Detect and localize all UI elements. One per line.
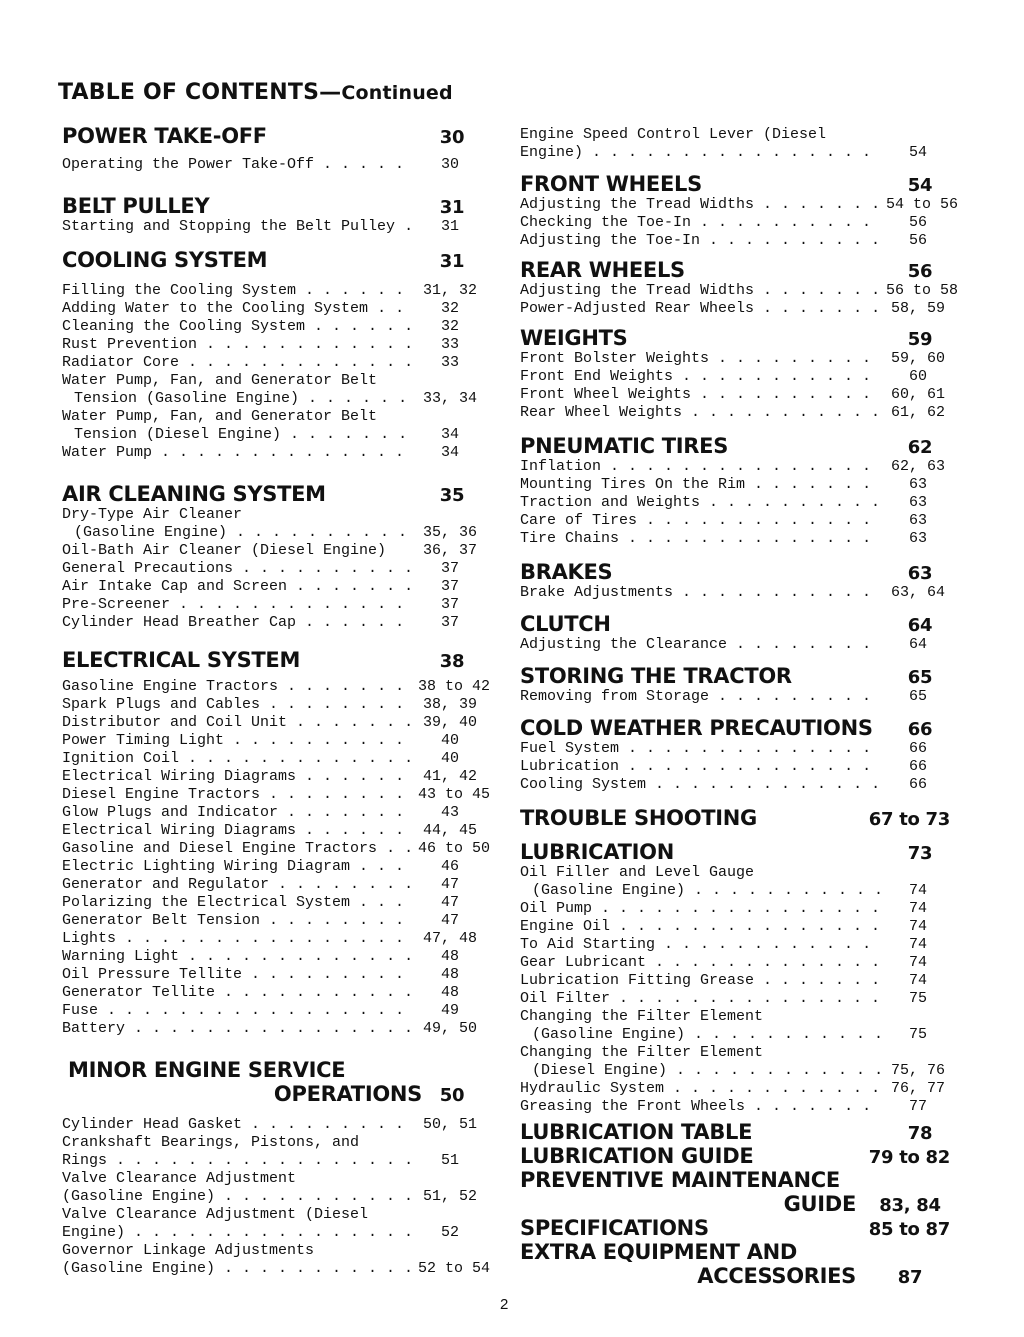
toc-entry: Valve Clearance Adjustment	[62, 1170, 297, 1187]
toc-entry: Radiator Core . . . 33	[62, 354, 482, 372]
toc-entry: Filling the Cooling System . . . 31, 32	[62, 282, 482, 300]
toc-entry: Water Pump, Fan, and Generator Belt	[62, 408, 378, 425]
toc-entry: Cylinder Head Gasket . . . 50, 51	[62, 1116, 482, 1134]
toc-entry: Gear Lubricant . . . 74	[520, 954, 950, 972]
toc-entry: Cooling System . . . 66	[520, 776, 950, 794]
toc-entry: Adjusting the Clearance . . . 64	[520, 636, 950, 654]
section-heading: PREVENTIVE MAINTENANCE	[520, 1168, 840, 1192]
section-heading: PNEUMATIC TIRES 62	[520, 434, 933, 458]
title-dash: —	[319, 80, 342, 105]
left-column	[62, 124, 491, 1278]
toc-entry: Lights . . . 47, 48	[62, 930, 482, 948]
toc-entry: Pre-Screener . . . 37	[62, 596, 482, 614]
title-continued: Continued	[341, 82, 453, 104]
toc-entry: Fuse . . . 49	[62, 1002, 482, 1020]
section-heading: STORING THE TRACTOR 65	[520, 664, 933, 688]
toc-entry: Starting and Stopping the Belt Pulley . . . 31	[62, 218, 482, 236]
toc-entry: Tension (Diesel Engine) . . . 34	[62, 426, 482, 444]
toc-entry: Glow Plugs and Indicator . . . 43	[62, 804, 482, 822]
section-heading: GUIDE 83, 84	[783, 1192, 941, 1216]
toc-entry: Adjusting the Toe-In . . . 56	[520, 232, 950, 250]
toc-entry: Water Pump, Fan, and Generator Belt	[62, 372, 378, 389]
toc-entry: Inflation . . . 62, 63	[520, 458, 950, 476]
toc-entry: Adjusting the Tread Widths . . . 54 to 56	[520, 196, 950, 214]
section-heading: FRONT WHEELS 54	[520, 172, 933, 196]
section-heading: TROUBLE SHOOTING 67 to 73	[520, 806, 950, 830]
toc-entry: (Gasoline Engine) . . . 52 to 54	[62, 1260, 482, 1278]
toc-entry: General Precautions . . . 37	[62, 560, 482, 578]
toc-entry: Front Bolster Weights . . . 59, 60	[520, 350, 950, 368]
toc-entry: Polarizing the Electrical System . . . 47	[62, 894, 482, 912]
toc-entry: Cleaning the Cooling System . . . 32	[62, 318, 482, 336]
toc-entry: Cylinder Head Breather Cap . . . 37	[62, 614, 482, 632]
toc-entry: Dry-Type Air Cleaner	[62, 506, 243, 523]
toc-entry: Power-Adjusted Rear Wheels . . . 58, 59	[520, 300, 950, 318]
toc-entry: Oil Filter . . . 75	[520, 990, 950, 1008]
toc-entry: Generator Tellite . . . 48	[62, 984, 482, 1002]
page-title	[58, 80, 453, 105]
toc-entry: Front Wheel Weights . . . 60, 61	[520, 386, 950, 404]
section-heading: LUBRICATION GUIDE 79 to 82	[520, 1144, 950, 1168]
toc-entry: Rings . . . 51	[62, 1152, 482, 1170]
toc-entry: Hydraulic System . . . 76, 77	[520, 1080, 950, 1098]
title-main: TABLE OF CONTENTS	[58, 80, 320, 105]
toc-entry: Diesel Engine Tractors . . . 43 to 45	[62, 786, 482, 804]
section-heading: ACCESSORIES 87	[697, 1264, 923, 1288]
page-number: 2	[500, 1296, 509, 1313]
section-heading: EXTRA EQUIPMENT AND	[520, 1240, 798, 1264]
toc-entry: Electrical Wiring Diagrams . . . 44, 45	[62, 822, 482, 840]
toc-entry: Valve Clearance Adjustment (Diesel	[62, 1206, 369, 1223]
section-heading: COLD WEATHER PRECAUTIONS 66	[520, 716, 933, 740]
toc-entry: Tire Chains . . . 63	[520, 530, 950, 548]
section-heading: CLUTCH 64	[520, 612, 933, 636]
toc-entry: Oil Pressure Tellite . . . 48	[62, 966, 482, 984]
section-heading: COOLING SYSTEM 31	[62, 248, 465, 272]
toc-entry: Air Intake Cap and Screen . . . 37	[62, 578, 482, 596]
toc-entry: Greasing the Front Wheels . . . 77	[520, 1098, 950, 1116]
toc-entry: Brake Adjustments . . . 63, 64	[520, 584, 950, 602]
toc-entry: Power Timing Light . . . 40	[62, 732, 482, 750]
toc-entry: Rust Prevention . . . 33	[62, 336, 482, 354]
section-heading: LUBRICATION 73	[520, 840, 933, 864]
section-heading: AIR CLEANING SYSTEM 35	[62, 482, 465, 506]
toc-entry: Oil Pump . . . 74	[520, 900, 950, 918]
toc-entry: Front End Weights . . . 60	[520, 368, 950, 386]
toc-entry: Water Pump . . . 34	[62, 444, 482, 462]
toc-entry: Electrical Wiring Diagrams . . . 41, 42	[62, 768, 482, 786]
toc-entry: Engine Speed Control Lever (Diesel	[520, 126, 827, 143]
toc-entry: Tension (Gasoline Engine) . . . 33, 34	[62, 390, 482, 408]
section-heading: MINOR ENGINE SERVICE	[68, 1058, 346, 1082]
toc-entry: Oil Filler and Level Gauge	[520, 864, 755, 881]
toc-entry: Traction and Weights . . . 63	[520, 494, 950, 512]
toc-entry: Distributor and Coil Unit . . . 39, 40	[62, 714, 482, 732]
toc-entry: Changing the Filter Element	[520, 1008, 764, 1025]
toc-entry: Operating the Power Take-Off . . . 30	[62, 156, 482, 174]
toc-entry: (Gasoline Engine) . . . 75	[520, 1026, 950, 1044]
toc-entry: Engine Oil . . . 74	[520, 918, 950, 936]
toc-entry: Generator Belt Tension . . . 47	[62, 912, 482, 930]
section-heading: WEIGHTS 59	[520, 326, 933, 350]
toc-entry: Fuel System . . . 66	[520, 740, 950, 758]
toc-entry: Lubrication . . . 66	[520, 758, 950, 776]
section-heading: BELT PULLEY 31	[62, 194, 465, 218]
toc-entry: Rear Wheel Weights . . . 61, 62	[520, 404, 950, 422]
toc-entry: Mounting Tires On the Rim . . . 63	[520, 476, 950, 494]
section-heading: REAR WHEELS 56	[520, 258, 933, 282]
toc-entry: (Gasoline Engine) . . . 51, 52	[62, 1188, 482, 1206]
toc-entry: Changing the Filter Element	[520, 1044, 764, 1061]
toc-entry: Governor Linkage Adjustments	[62, 1242, 315, 1259]
toc-entry: Checking the Toe-In . . . 56	[520, 214, 950, 232]
toc-entry: Removing from Storage . . . 65	[520, 688, 950, 706]
section-heading: LUBRICATION TABLE 78	[520, 1120, 933, 1144]
section-heading: SPECIFICATIONS 85 to 87	[520, 1216, 950, 1240]
toc-entry: Crankshaft Bearings, Pistons, and	[62, 1134, 360, 1151]
toc-entry: Adjusting the Tread Widths . . . 56 to 58	[520, 282, 950, 300]
toc-entry: Warning Light . . . 48	[62, 948, 482, 966]
section-heading: BRAKES 63	[520, 560, 933, 584]
section-heading: POWER TAKE-OFF 30	[62, 124, 465, 148]
toc-entry: Generator and Regulator . . . 47	[62, 876, 482, 894]
section-heading: ELECTRICAL SYSTEM 38	[62, 648, 465, 672]
toc-entry: Care of Tires . . . 63	[520, 512, 950, 530]
toc-entry: Battery . . . 49, 50	[62, 1020, 482, 1038]
toc-entry: (Diesel Engine) . . . 75, 76	[520, 1062, 950, 1080]
toc-entry: Lubrication Fitting Grease . . . 74	[520, 972, 950, 990]
toc-entry: (Gasoline Engine) . . . 74	[520, 882, 950, 900]
toc-entry: Ignition Coil . . . 40	[62, 750, 482, 768]
toc-entry: To Aid Starting . . . 74	[520, 936, 950, 954]
toc-entry: Gasoline and Diesel Engine Tractors . . . 46 to 50	[62, 840, 482, 858]
toc-entry: Adding Water to the Cooling System . . . 32	[62, 300, 482, 318]
toc-entry: Oil-Bath Air Cleaner (Diesel Engine) 36, 37	[62, 542, 477, 559]
toc-entry: Engine) . . . 54	[520, 144, 950, 162]
toc-entry: Electric Lighting Wiring Diagram . . . 46	[62, 858, 482, 876]
section-heading: OPERATIONS 50	[273, 1082, 465, 1106]
right-column	[520, 126, 959, 1288]
toc-entry: Engine) . . . 52	[62, 1224, 482, 1242]
toc-entry: (Gasoline Engine) . . . 35, 36	[62, 524, 482, 542]
toc-entry: Spark Plugs and Cables . . . 38, 39	[62, 696, 482, 714]
toc-entry: Gasoline Engine Tractors . . . 38 to 42	[62, 678, 482, 696]
